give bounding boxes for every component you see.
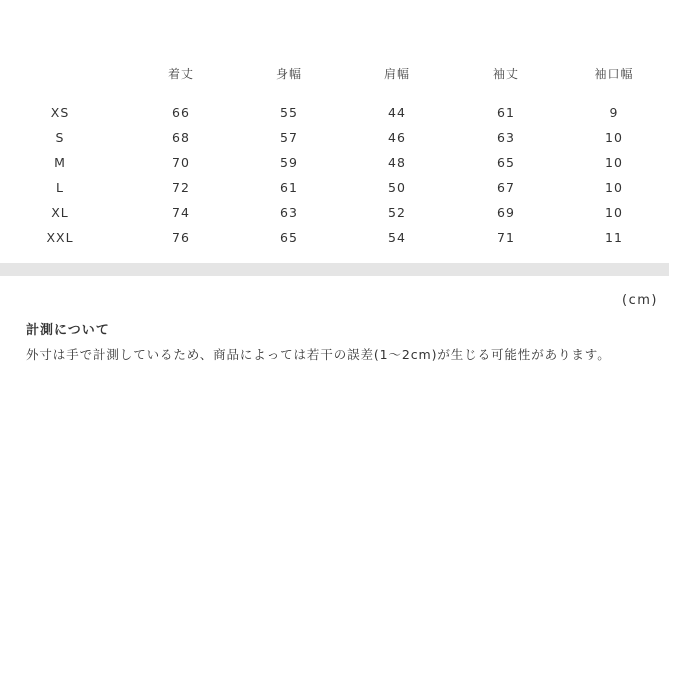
table-row bbox=[0, 225, 670, 250]
table-cell: 72 bbox=[172, 180, 190, 195]
table-cell: 10 bbox=[605, 180, 623, 195]
table-cell: 59 bbox=[280, 155, 298, 170]
table-cell: 10 bbox=[605, 155, 623, 170]
table-cell: 74 bbox=[172, 205, 190, 220]
table-cell: 70 bbox=[172, 155, 190, 170]
table-cell: 68 bbox=[172, 130, 190, 145]
table-cell: 65 bbox=[280, 230, 298, 245]
header-cell-shoulder-width: 肩幅 bbox=[383, 67, 410, 81]
table-cell: 54 bbox=[388, 230, 406, 245]
table-header-row bbox=[0, 62, 670, 88]
table-cell: 48 bbox=[388, 155, 406, 170]
table-cell: 69 bbox=[497, 205, 515, 220]
size-cell: XL bbox=[51, 205, 69, 220]
size-cell: L bbox=[56, 180, 64, 195]
table-cell: 46 bbox=[388, 130, 406, 145]
table-cell: 63 bbox=[497, 130, 515, 145]
size-cell: M bbox=[54, 155, 66, 170]
table-cell: 44 bbox=[388, 105, 406, 120]
table-cell: 57 bbox=[280, 130, 298, 145]
table-cell: 66 bbox=[172, 105, 190, 120]
table-cell: 10 bbox=[605, 130, 623, 145]
table-cell: 71 bbox=[497, 230, 515, 245]
header-cell-sleeve-length: 袖丈 bbox=[492, 67, 519, 81]
table-cell: 61 bbox=[280, 180, 298, 195]
table-row bbox=[0, 150, 670, 175]
table-row bbox=[0, 175, 670, 200]
table-cell: 52 bbox=[388, 205, 406, 220]
table-cell: 55 bbox=[280, 105, 298, 120]
size-cell: XS bbox=[50, 105, 70, 120]
table-cell: 10 bbox=[605, 205, 623, 220]
note-body: 外寸は手で計測しているため、商品によっては若干の誤差(1〜2cm)が生じる可能性があります。 bbox=[26, 347, 611, 362]
header-cell-body-width: 身幅 bbox=[275, 67, 302, 81]
table-cell: 11 bbox=[605, 230, 623, 245]
table-cell: 9 bbox=[609, 105, 619, 120]
table-cell: 63 bbox=[280, 205, 298, 220]
size-cell: XXL bbox=[46, 230, 74, 245]
unit-label: (cm) bbox=[622, 293, 658, 308]
table-cell: 76 bbox=[172, 230, 190, 245]
size-cell: S bbox=[55, 130, 65, 145]
note-title: 計測について bbox=[26, 323, 110, 338]
table-cell: 65 bbox=[497, 155, 515, 170]
table-cell: 61 bbox=[497, 105, 515, 120]
divider-band bbox=[0, 263, 669, 276]
table-row bbox=[0, 100, 670, 125]
size-table bbox=[0, 62, 670, 250]
table-cell: 50 bbox=[388, 180, 406, 195]
header-cell-cuff-width: 袖口幅 bbox=[594, 67, 634, 81]
table-row bbox=[0, 125, 670, 150]
header-cell-length: 着丈 bbox=[167, 67, 194, 81]
table-row bbox=[0, 200, 670, 225]
table-cell: 67 bbox=[497, 180, 515, 195]
